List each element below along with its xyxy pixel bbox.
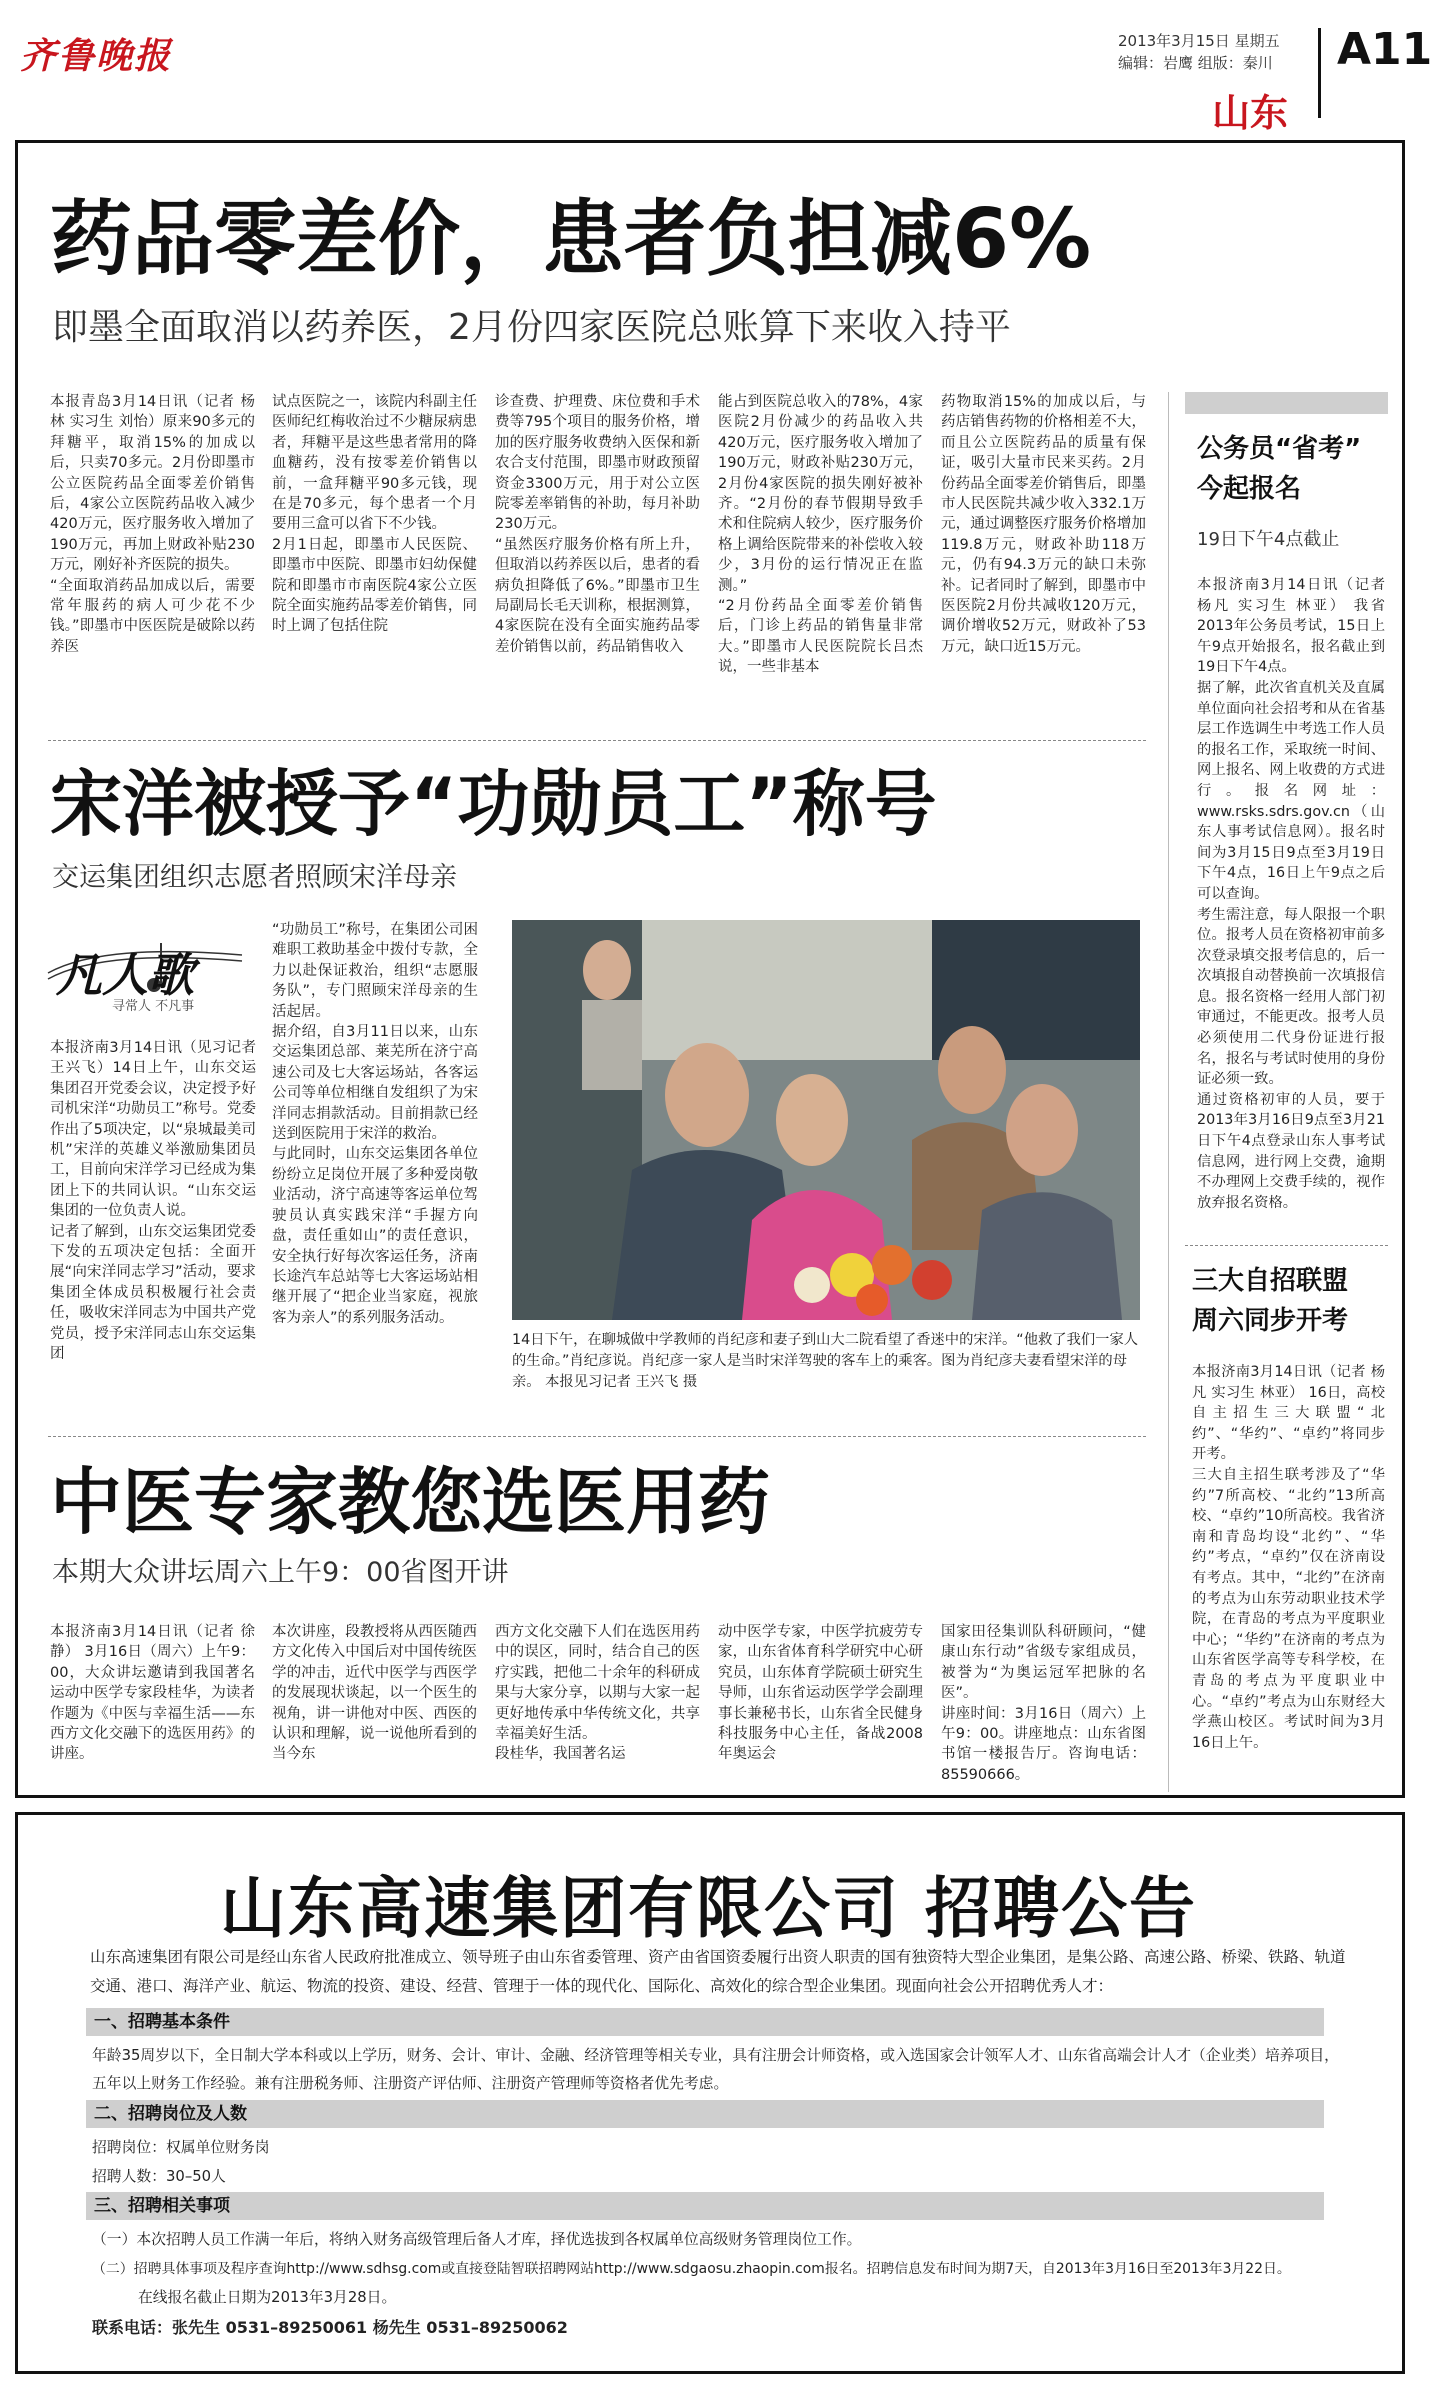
ad-text: 在线报名截止日期为2013年3月28日。 [138,2289,397,2306]
sidebar-header-bar [1185,392,1388,414]
ad-contact: 联系电话：张先生 0531–89250061 杨先生 0531–89250062 [92,2318,568,2337]
sidebar-divider-h [1185,1245,1388,1246]
article3-headline: 中医专家教您选医用药 [50,1460,771,1544]
article2-col2: “功勋员工”称号，在集团公司困难职工救助基金中拨付专款，全力以赴保证救治，组织“志愿服务队”，专门照顾宋洋母亲的生活起居。 据介绍，自3月11日以来，山东交运集团总部、莱芜所在济宁高速公司及七大客运场站，各客运公司等单位相继自发组织了为宋洋同志捐款活动。目前捐款已经送到医院用于宋洋的救治。 与此同时，山东交运集团各单位纷纷立足岗位开展了多种爱岗敬业活动，济宁高速等客运单位驾驶员认真实践宋洋“手握方向盘，责任重如山”的责任意识，安全执行好每次客运任务，济南长途汽车总站等七大客运场站相继开展了“把企业当家庭，视旅客为亲人”的系列服务活动。 [272,922,478,1326]
column-logo-sub: 寻常人 不凡事 [112,999,195,1014]
masthead-divider [1318,28,1321,118]
article3-col2: 本次讲座，段教授将从西医随西方文化传入中国后对中国传统医学的冲击，近代中医学与西医学的发展现状谈起，以一个医生的视角，讲一讲他对中医、西医的认识和理解，说一说他所看到的当今东 [272,1624,477,1763]
column-logo [42,933,252,1013]
article3-col1: 本报济南3月14日讯（记者 徐静） 3月16日（周六）上午9：00，大众讲坛邀请到我国著名运动中医学专家段桂华，为读者作题为《中医与幸福生活——东西方文化交融下的选医用药》的讲座。 [50,1624,255,1763]
sidebar-item1-subtitle: 19日下午4点截止 [1197,529,1340,550]
section-divider [48,740,1146,741]
masthead-meta [1118,30,1280,74]
sidebar-item2-body: 本报济南3月14日讯（记者 杨凡 实习生 林亚） 16日，高校自主招生三大联盟“北约”、“华约”、“卓约”将同步开考。 三大自主招生联考涉及了“华约”7所高校、“北约”13所高校、“卓约”10所高校。我省济南和青岛均设“北约”、“华约”考点，“卓约”仅在济南设有考点。其中，“北约”在济南的考点为山东劳动职业技术学院，在青岛的考点为平度职业中心；“华约”在济南的考点为山东省医学高等专科学校，在青岛的考点为平度职业中心。“卓约”考点为山东财经大学燕山校区。考试时间为3月16日上午。 [1192,1364,1385,1751]
article2-headline: 宋洋被授予“功勋员工”称号 [50,762,937,846]
ad-text: 招聘人数：30–50人 [92,2168,226,2185]
article2-subhead: 交运集团组织志愿者照顾宋洋母亲 [52,862,457,893]
sidebar-item1-title2: 今起报名 [1197,474,1302,504]
newspaper-logo: 齐鲁晚报 [20,35,173,77]
ad-text: 五年以上财务工作经验。兼有注册税务师、注册资产评估师、注册资产管理师等资格者优先考虑。 [92,2075,729,2092]
article3-col4: 动中医学专家，中医学抗疲劳专家，山东省体育科学研究中心研究员，山东体育学院硕士研究生导师，山东省运动医学学会副理事长兼秘书长，山东省全民健身科技服务中心主任，备战2008年奥运会 [718,1624,923,1763]
article1-col4: 能占到医院总收入的78%，4家医院2月份减少的药品收入共420万元，医疗服务收入增加了190万元，财政补贴230万元，2月份4家医院的损失刚好被补齐。“2月份的春节假期导致手术和住院病人较少，医疗服务价格上调给医院带来的补偿收入较少，3月份的运行情况正在监测。” “2月份药品全面零差价销售后，门诊上药品的销售量非常大。”即墨市人民医院院长吕杰说，一些非基本 [718,394,923,676]
column-logo-title: 凡人歌 [56,948,194,1002]
ad-section-1: 一、招聘基本条件 [86,2008,1324,2036]
article1-col1: 本报青岛3月14日讯（记者 杨林 实习生 刘怡）原来90多元的拜糖平，取消15%的加成以后，只卖70多元。2月份即墨市公立医院药品全面零差价销售后，4家公立医院药品收入减少420万元，医疗服务收入增加了190万元，再加上财政补贴230万元，刚好补齐医院的损失。 “全面取消药品加成以后，需要常年服药的病人可少花不少钱。”即墨市中医医院是破除以药养医 [50,394,255,655]
page-number: A11 [1337,24,1432,75]
ad-text: （二）招聘具体事项及程序查询http://www.sdhsg.com或直接登陆智联招聘网站http://www.sdgaosu.zhaopin.com报名。招聘信息发布时间为期7天，自2013年3月16日至2013年3月22日。 [92,2261,1291,2277]
section-divider [48,1436,1146,1437]
section-region: 山东 [1212,91,1289,135]
ad-intro: 山东高速集团有限公司是经山东省人民政府批准成立、领导班子由山东省委管理、资产由省国资委履行出资人职责的国有独资特大型企业集团，是集公路、高速公路、桥梁、铁路、轨道交通、港口、海洋产业、航运、物流的投资、建设、经营、管理于一体的现代化、国际化、高效化的综合型企业集团。现面向社会公开招聘优秀人才： [90,1948,1346,1995]
article3-subhead: 本期大众讲坛周六上午9：00省图开讲 [52,1557,509,1588]
article1-subhead: 即墨全面取消以药养医，2月份四家医院总账算下来收入持平 [52,307,1011,348]
ad-text: 年龄35周岁以下，全日制大学本科或以上学历，财务、会计、审计、金融、经济管理等相关专业，具有注册会计师资格，或入选国家会计领军人才、山东省高端会计人才（企业类）培养项目， [92,2047,1339,2064]
ad-section-3: 三、招聘相关事项 [86,2192,1324,2220]
masthead-date: 2013年3月15日 星期五 [1118,32,1280,50]
article1-headline: 药品零差价，患者负担减6% [50,192,1092,287]
article3-col5: 国家田径集训队科研顾问，“健康山东行动”省级专家组成员，被誉为“为奥运冠军把脉的名医”。 讲座时间：3月16日（周六）上午9：00。讲座地点：山东省图书馆一楼报告厅。咨询电话：85590666。 [941,1624,1146,1783]
sidebar-divider [1168,392,1169,1792]
news-photo [512,920,1140,1320]
sidebar-item2-title1: 三大自招联盟 [1192,1266,1349,1296]
ad-section-2: 二、招聘岗位及人数 [86,2100,1324,2128]
article1-col5: 药物取消15%的加成以后，与药店销售药物的价格相差不大，而且公立医院药品的质量有保证，吸引大量市民来买药。2月份药品全面零差价销售后，即墨市人民医院共减少收入332.1万元，通过调整医疗服务价格增加119.8万元，财政补助118万元，仍有94.3万元的缺口未弥补。记者同时了解到，即墨市中医医院2月份共减收120万元，调价增收52万元，财政补了53万元，缺口近15万元。 [941,394,1146,655]
sidebar-item2-title2: 周六同步开考 [1192,1306,1349,1336]
article3-col3: 西方文化交融下人们在选医用药中的误区，同时，结合自己的医疗实践，把他二十余年的科研成果与大家分享，以期与大家一起更好地传承中华传统文化，共享幸福美好生活。 段桂华，我国著名运 [495,1624,700,1763]
ad-text: （一）本次招聘人员工作满一年后，将纳入财务高级管理后备人才库，择优选拔到各权属单位高级财务管理岗位工作。 [92,2231,862,2248]
sidebar-item1-body: 本报济南3月14日讯（记者 杨凡 实习生 林亚） 我省2013年公务员考试，15日上午9点开始报名，报名截止到19日下午4点。 据了解，此次省直机关及直属单位面向社会招考和从在省基层工作选调生中考选工作人员的报名工作，采取统一时间、网上报名、网上收费的方式进行。报名网址：www.rsks.sdrs.gov.cn（山东人事考试信息网）。报名时间为3月15日9点至3月19日下午4点，16日上午9点之后可以查询。 考生需注意，每人限报一个职位。报考人员在资格初审前多次登录填交报考信息的，后一次填报自动替换前一次填报信息。报名资格一经用人部门初审通过，不能更改。报考人员必须使用二代身份证进行报名，报名与考试时使用的身份证必须一致。 通过资格初审的人员，要于2013年3月16日9点至3月21日下午4点登录山东人事考试信息网，进行网上交费，逾期不办理网上交费手续的，视作放弃报名资格。 [1197,577,1385,1211]
article1-col3: 诊查费、护理费、床位费和手术费等795个项目的服务价格，增加的医疗服务收费纳入医保和新农合支付范围，即墨市财政预留资金3300万元，用于对公立医院零差率销售的补助，每月补助230万元。 “虽然医疗服务价格有所上升，但取消以药养医以后，患者的看病负担降低了6%。”即墨市卫生局副局长毛天训称，根据测算，4家医院在没有全面实施药品零差价销售以前，药品销售收入 [495,394,700,655]
masthead-editor: 编辑：岩鹰 组版：秦川 [1118,54,1273,72]
ad-text: 招聘岗位：权属单位财务岗 [92,2139,270,2156]
ad-title: 山东高速集团有限公司 招聘公告 [220,1870,1197,1947]
photo-illustration [512,920,1140,1320]
sidebar-item1-title1: 公务员“省考” [1197,434,1362,464]
photo-caption: 14日下午，在聊城做中学教师的肖纪彦和妻子到山大二院看望了香迷中的宋洋。“他救了我们一家人的生命。”肖纪彦说。肖纪彦一家人是当时宋洋驾驶的客车上的乘客。图为肖纪彦夫妻看望宋洋的母亲。 本报见习记者 王兴飞 摄 [512,1332,1139,1390]
article2-col1: 本报济南3月14日讯（见习记者 王兴飞）14日上午，山东交运集团召开党委会议，决定授予好司机宋洋“功勋员工”称号。党委作出了5项决定，以“泉城最美司机”宋洋的英雄义举激励集团员工，目前向宋洋学习已经成为集团上下的共同认识。“山东交运集团的一位负责人说。 记者了解到，山东交运集团党委下发的五项决定包括：全面开展“向宋洋同志学习”活动，要求集团全体成员积极履行社会责任，吸收宋洋同志为中国共产党党员，授予宋洋同志山东交运集团 [50,1040,256,1363]
article1-col2: 试点医院之一，该院内科副主任医师纪红梅收治过不少糖尿病患者，拜糖平是这些患者常用的降血糖药，没有按零差价销售以前，一盒拜糖平90多元钱，现在是70多元，每个患者一个月要用三盒可以省下不少钱。 2月1日起，即墨市人民医院、即墨市中医院、即墨市妇幼保健院和即墨市市南医院4家公立医院全面实施药品零差价销售，同时上调了包括住院 [272,394,477,635]
